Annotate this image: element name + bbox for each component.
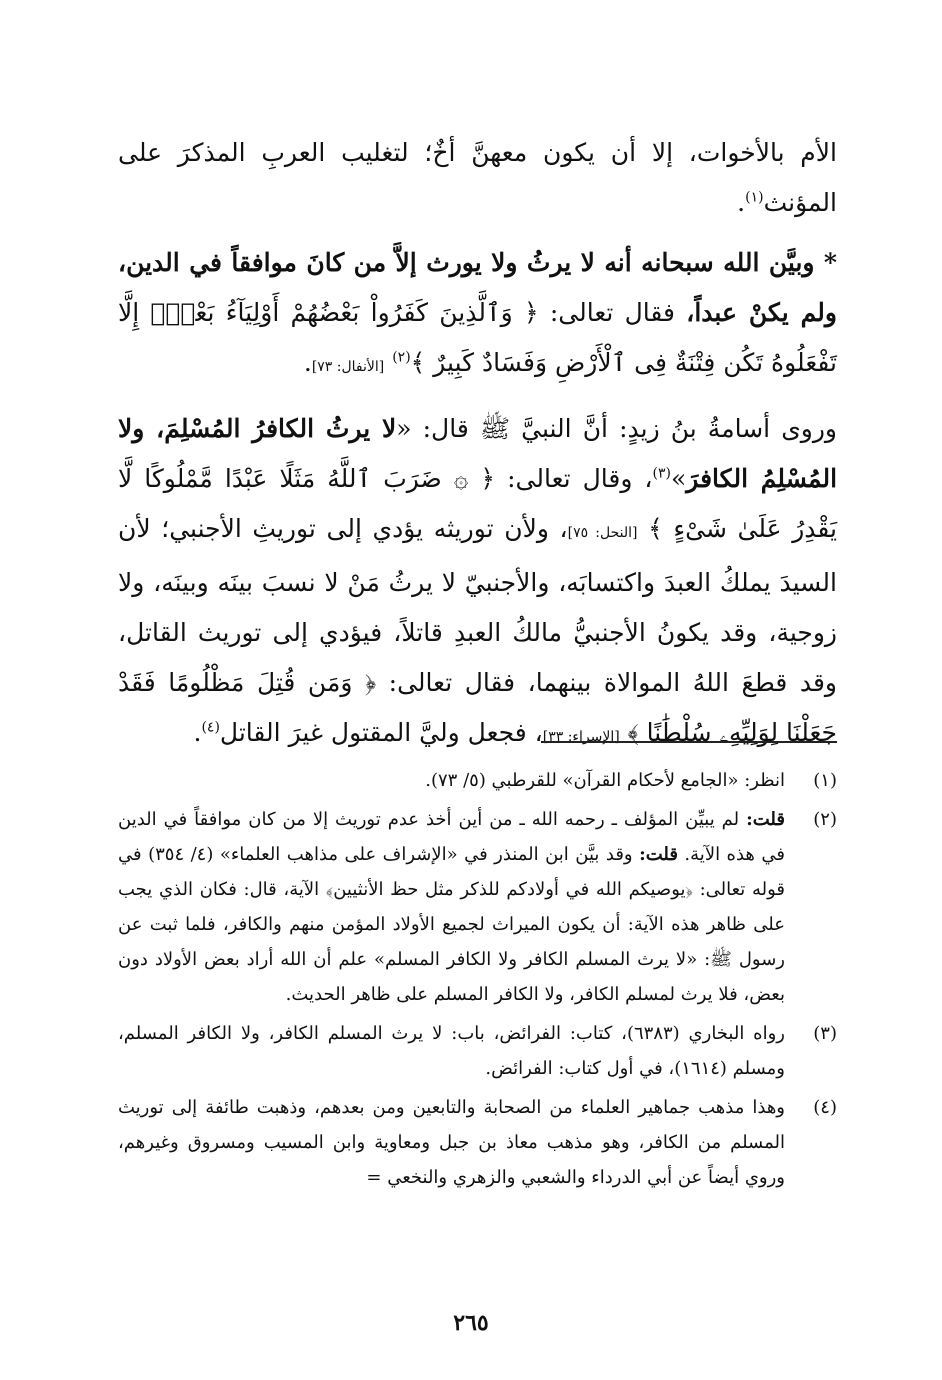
footnote-text-part-2: وقد بيَّن ابن المنذر في «الإشراف على مذاهب العلماء» (٤/ ٣٥٤) في قوله تعالى: ﴿يوصيكم الله في أولادكم للذكر مثل حظ الأنثيين﴾ الآية، قال: فكان الذي يجب على ظاهر هذه الآية: أن يكون الميراث لجميع الأولاد المؤمن منهم والكافر، فلما ثبت عن رسول ﷺ: «لا يرث المسلم الكافر ولا الكافر المسلم» علم أن الله أراد بعض الأولاد دون بعض، فلا يرث لمسلم الكافر، ولا الكافر المسلم على ظاهر الحديث.: [118, 844, 785, 1005]
verse-ref-nahl: [النحل: ٧٥]: [567, 525, 638, 541]
footnote-4: [118, 1090, 837, 1195]
hadith-text: لا يرثُ الكافرُ المُسْلِمَ، ولا المُسْلِمُ الكافرَ: [118, 414, 838, 493]
quran-verse-isra: ﴿ وَمَن قُتِلَ مَظْلُومًا فَقَدْ جَعَلْنَا لِوَلِيِّهِۦ سُلْطَٰنًا ﴾: [118, 668, 837, 747]
footnote-text: [118, 802, 785, 1012]
footnote-number: (٢): [813, 809, 837, 830]
footnote-text-part-1: لم يبيِّن المؤلف ـ رحمه الله ـ من أين أخذ عدم توريث إلا من كان موافقاً في الدين في هذه الآية.: [118, 809, 785, 865]
footnote-text: وهذا مذهب جماهير العلماء من الصحابة والتابعين ومن بعدهم، وذهبت طائفة إلى توريث المسلم من الكافر، وهو مذهب معاذ بن جبل ومعاوية وابن المسيب ومسروق وغيرهم، وروي أيضاً عن أبي الدرداء والشعبي والزهري والنخعي =: [118, 1097, 785, 1188]
paragraph-3-quote-close: »: [670, 464, 687, 493]
paragraph-3-end: .: [193, 718, 202, 747]
page-number: ٢٦٥: [453, 1310, 489, 1336]
paragraph-2-intro: فقال تعالى:: [549, 298, 676, 327]
footnote-number: (٣): [813, 1023, 837, 1044]
main-text: [118, 128, 837, 774]
footnote-number: (١): [813, 770, 837, 791]
paragraph-3-text-1: وروى أسامةُ بنُ زيدٍ: أنَّ النبيَّ ﷺ قال: «: [396, 414, 837, 443]
footnote-text: انظر: «الجامع لأحكام القرآن» للقرطبي (٥/ ٧٣).: [425, 770, 785, 791]
paragraph-1: [118, 128, 837, 228]
footnote-ref-4[interactable]: (٤): [201, 719, 220, 736]
footnote-text: رواه البخاري (٦٣٨٣)، كتاب: الفرائض، باب: لا يرث المسلم الكافر، ولا الكافر المسلم، ومسلم (١٦١٤)، في أول كتاب: الفرائض.: [118, 1023, 785, 1079]
quran-verse-anfal: ﴿ وَٱلَّذِينَ كَفَرُواْ بَعْضُهُمْ أَوْلِيَآءُ بَعْضٍۚ إِلَّا تَفْعَلُوهُ تَكُن فِتْنَةٌ فِى ٱلْأَرْضِ وَفَسَادٌ كَبِيرٌ ﴾: [118, 298, 837, 377]
footnote-divider: [541, 741, 837, 743]
paragraph-3-text-2: ، وقال تعالى:: [507, 464, 653, 493]
verse-ref-anfal: [الأنفال: ٧٣]: [311, 359, 385, 375]
paragraph-3-text-3: ، ولأن توريثه يؤدي إلى توريثِ الأجنبي؛ لأن السيدَ يملكُ العبدَ واكتسابَه، والأجنبيّ لا يرثُ مَنْ لا نسبَ بينَه وبينَه، ولا زوجية، وقد يكونُ الأجنبيُّ مالكُ العبدِ قاتلاً، فيؤدي إلى توريث القاتل، وقد قطعَ اللهُ الموالاة بينهما، فقال تعالى:: [118, 514, 837, 697]
paragraph-2-bold: * وبيَّن الله سبحانه أنه لا يرثُ ولا يورث إلاَّ من كانَ موافقاً في الدين، ولم يكنْ عبداً،: [118, 248, 837, 327]
paragraph-3-text-4: ، فجعل وليَّ المقتول غيرَ القاتل: [219, 718, 543, 747]
paragraph-1-text: الأم بالأخوات، إلا أن يكون معهنَّ أخٌ؛ لتغليب العربِ المذكرَ على المؤنث: [118, 138, 837, 217]
footnote-ref-1[interactable]: (١): [745, 189, 764, 206]
footnote-number: (٤): [813, 1097, 837, 1118]
paragraph-1-end: .: [737, 188, 746, 217]
footnote-3: [118, 1016, 837, 1086]
paragraph-2-end: .: [303, 348, 312, 377]
quran-verse-nahl: ﴿ ۞ ضَرَبَ ٱللَّهُ مَثَلًا عَبْدًا مَّمْلُوكًا لَّا يَقْدِرُ عَلَىٰ شَىْءٍ ﴾: [118, 464, 838, 543]
footnote-ref-3[interactable]: (٣): [652, 465, 671, 482]
footnote-1: [118, 763, 837, 798]
paragraph-3: [118, 404, 837, 762]
footnote-lead-2: قلت:: [639, 844, 678, 865]
footnotes: [118, 763, 837, 1199]
verse-ref-isra: [الإسراء: ٣٣]: [542, 729, 620, 745]
footnote-2: [118, 802, 837, 1012]
footnote-ref-2[interactable]: (٢): [392, 349, 411, 366]
footnote-lead: قلت:: [746, 809, 785, 830]
paragraph-2: [118, 238, 837, 392]
